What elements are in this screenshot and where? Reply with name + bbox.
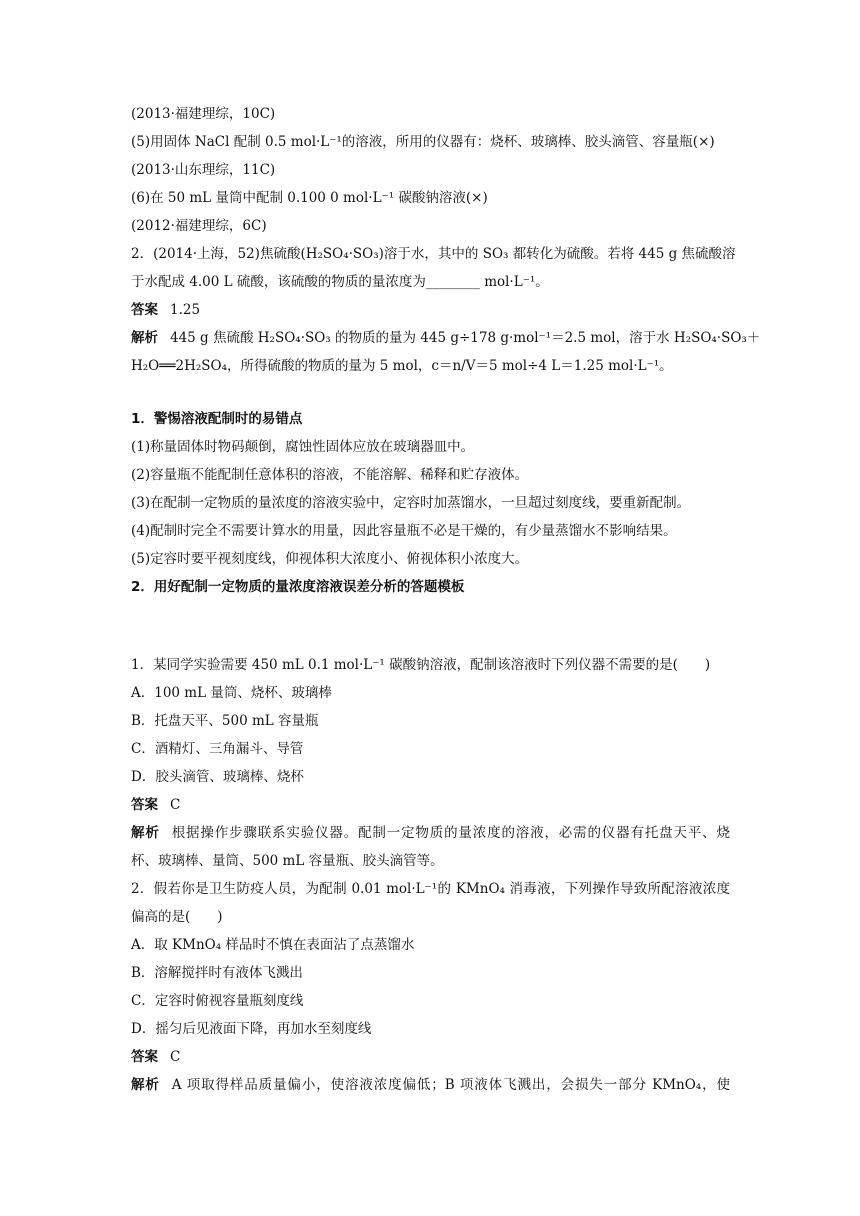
tip-item: (5)定容时要平视刻度线，仰视体积大浓度小、俯视体积小浓度大。 xyxy=(131,551,529,567)
option-b: B．溶解搅拌时有液体飞溅出 xyxy=(131,965,303,981)
question-text: 1．某同学实验需要 450 mL 0.1 mol·L⁻¹ 碳酸钠溶液，配制该溶液时下列仪器不需要的是( ) xyxy=(131,657,711,673)
analysis-text: H₂O══2H₂SO₄，所得硫酸的物质的量为 5 mol，c＝n/V＝5 mol÷4 L＝1.25 mol·L⁻¹。 xyxy=(131,358,673,374)
answer-value: 1.25 xyxy=(170,302,201,318)
statement-line: (5)用固体 NaCl 配制 0.5 mol·L⁻¹的溶液，所用的仪器有：烧杯、玻璃棒、胶头滴管、容量瓶(×) xyxy=(131,134,715,150)
option-d: D．摇匀后见液面下降，再加水至刻度线 xyxy=(131,1021,372,1037)
option-a: A．取 KMnO₄ 样品时不慎在表面沾了点蒸馏水 xyxy=(131,937,415,953)
option-b: B．托盘天平、500 mL 容量瓶 xyxy=(131,713,319,729)
analysis-text: 杯、玻璃棒、量筒、500 mL 容量瓶、胶头滴管等。 xyxy=(131,853,444,869)
answer-label: 答案 xyxy=(131,302,158,318)
analysis-text: 根据操作步骤联系实验仪器。配制一定物质的量浓度的溶液，必需的仪器有托盘天平、烧 xyxy=(171,825,731,841)
analysis-text: 445 g 焦硫酸 H₂SO₄·SO₃ 的物质的量为 445 g÷178 g·mol⁻¹＝2.5 mol，溶于水 H₂SO₄·SO₃＋ xyxy=(170,330,761,346)
analysis-label: 解析 xyxy=(131,1077,160,1093)
analysis-label: 解析 xyxy=(131,825,160,841)
answer-value: C xyxy=(170,1049,181,1065)
analysis-text: A 项取得样品质量偏小，使溶液浓度偏低；B 项液体飞溅出，会损失一部分 KMnO₄，使 xyxy=(171,1077,730,1093)
option-c: C．定容时俯视容量瓶刻度线 xyxy=(131,993,304,1009)
statement-line: (6)在 50 mL 量筒中配制 0.100 0 mol·L⁻¹ 碳酸钠溶液(×) xyxy=(131,190,488,206)
option-c: C．酒精灯、三角漏斗、导管 xyxy=(131,741,304,757)
analysis-label: 解析 xyxy=(131,330,158,346)
citation-line: (2012·福建理综，6C) xyxy=(131,218,267,234)
problem-text: 于水配成 4.00 L 硫酸，该硫酸的物质的量浓度为________ mol·L⁻¹。 xyxy=(131,274,549,290)
tip-item: (1)称量固体时物码颠倒，腐蚀性固体应放在玻璃器皿中。 xyxy=(131,439,475,455)
answer-value: C xyxy=(170,797,181,813)
answer-label: 答案 xyxy=(131,797,158,813)
section-heading: 1．警惕溶液配制时的易错点 xyxy=(131,411,303,427)
answer-row xyxy=(131,1048,730,1066)
tip-item: (4)配制时完全不需要计算水的用量，因此容量瓶不必是干燥的，有少量蒸馏水不影响结果。 xyxy=(131,523,677,539)
tip-item: (3)在配制一定物质的量浓度的溶液实验中，定容时加蒸馏水，一旦超过刻度线，要重新配制。 xyxy=(131,495,691,511)
section-heading: 2．用好配制一定物质的量浓度溶液误差分析的答题模板 xyxy=(131,579,465,595)
analysis-row xyxy=(131,1076,730,1094)
question-text: 2．假若你是卫生防疫人员，为配制 0.01 mol·L⁻¹的 KMnO₄ 消毒液，下列操作导致所配溶液浓度 xyxy=(131,881,730,897)
tip-item: (2)容量瓶不能配制任意体积的溶液，不能溶解、稀释和贮存液体。 xyxy=(131,467,529,483)
option-a: A．100 mL 量筒、烧杯、玻璃棒 xyxy=(131,685,332,701)
citation-line: (2013·山东理综，11C) xyxy=(131,162,276,178)
answer-row xyxy=(131,796,730,814)
question-text: 偏高的是( ) xyxy=(131,909,223,925)
problem-text: 2．(2014·上海，52)焦硫酸(H₂SO₄·SO₃)溶于水，其中的 SO₃ 都转化为硫酸。若将 445 g 焦硫酸溶 xyxy=(131,246,736,262)
analysis-row xyxy=(131,329,761,347)
answer-label: 答案 xyxy=(131,1049,158,1065)
analysis-row xyxy=(131,824,730,842)
option-d: D．胶头滴管、玻璃棒、烧杯 xyxy=(131,769,304,785)
answer-row xyxy=(131,301,730,319)
citation-line: (2013·福建理综，10C) xyxy=(131,106,276,122)
